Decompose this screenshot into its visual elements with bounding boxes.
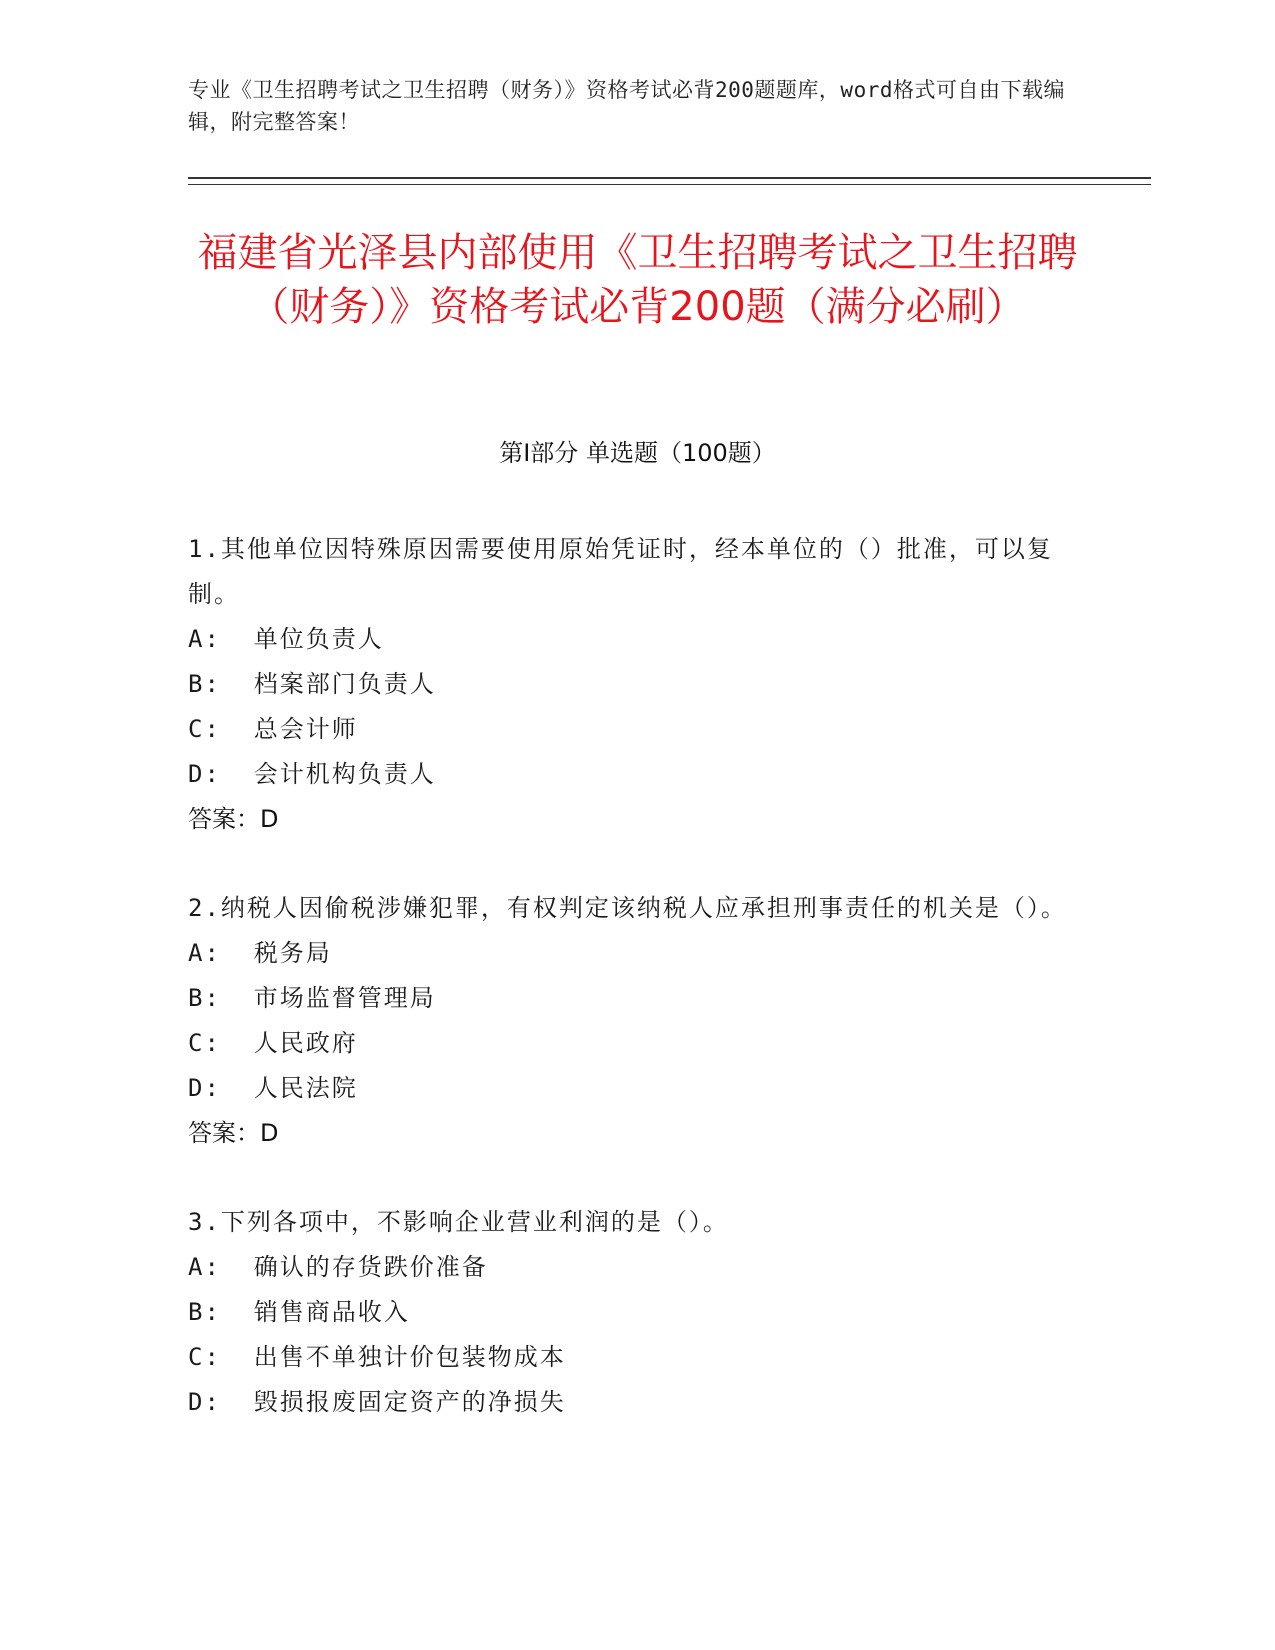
question-2 [188,886,1068,1156]
answer-line: 答案：D [188,805,279,833]
option-a: A: 单位负责人 [188,625,384,653]
option-b: B: 档案部门负责人 [188,670,436,698]
header-divider-thin [188,184,1151,185]
option-d: D: 会计机构负责人 [188,760,436,788]
question-list [188,527,1068,1469]
option-a: A: 税务局 [188,939,332,967]
option-b: B: 市场监督管理局 [188,984,436,1012]
question-3 [188,1200,1068,1425]
header-note: 专业《卫生招聘考试之卫生招聘（财务）》资格考试必背200题题库，word格式可自由下载编辑，附完整答案！ [188,78,1065,134]
header-divider-thick [188,177,1151,179]
option-d: D: 人民法院 [188,1074,358,1102]
question-stem: 1.其他单位因特殊原因需要使用原始凭证时，经本单位的（）批准，可以复制。 [188,535,1053,608]
option-a: A: 确认的存货跌价准备 [188,1253,488,1281]
document-title: 福建省光泽县内部使用《卫生招聘考试之卫生招聘（财务）》资格考试必背200题（满分必刷） [197,230,1078,330]
question-stem: 3.下列各项中，不影响企业营业利润的是（）。 [188,1208,729,1236]
option-c: C: 总会计师 [188,715,358,743]
question-1 [188,527,1068,842]
option-d: D: 毁损报废固定资产的净损失 [188,1388,566,1416]
option-c: C: 人民政府 [188,1029,358,1057]
question-stem: 2.纳税人因偷税涉嫌犯罪，有权判定该纳税人应承担刑事责任的机关是（）。 [188,894,1067,922]
answer-line: 答案：D [188,1119,279,1147]
option-b: B: 销售商品收入 [188,1298,410,1326]
option-c: C: 出售不单独计价包装物成本 [188,1343,566,1371]
section-heading: 第Ⅰ部分 单选题（100题） [499,439,776,467]
